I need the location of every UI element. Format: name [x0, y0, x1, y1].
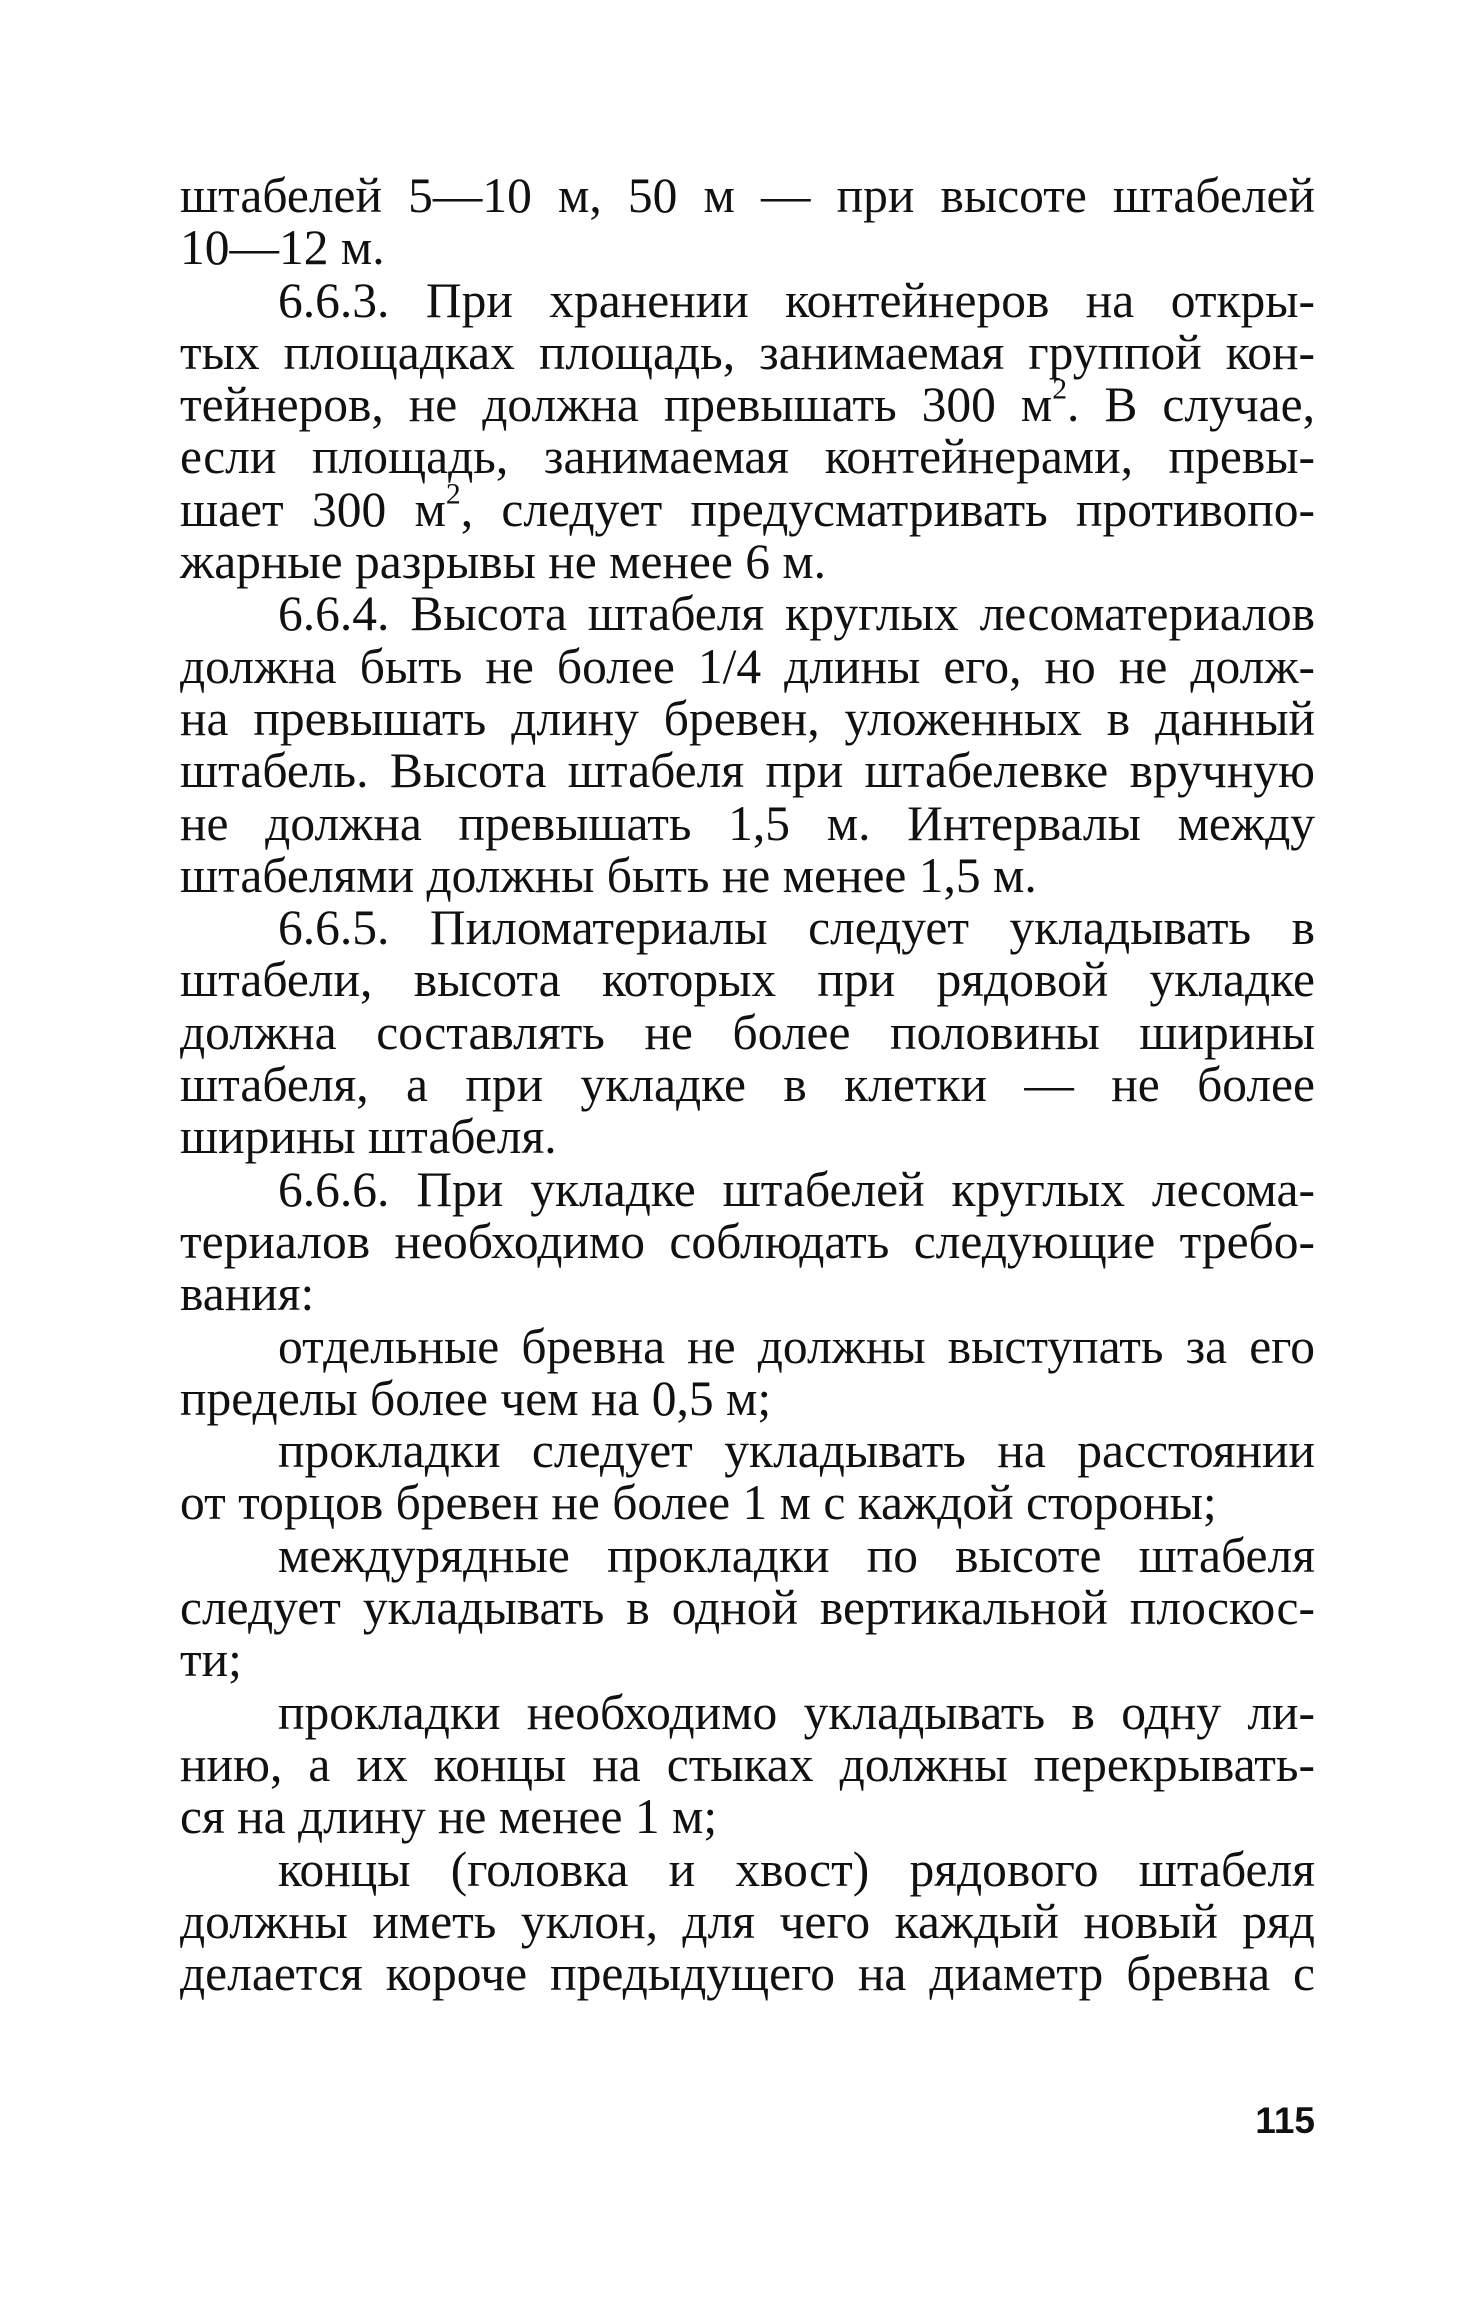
text-line: от торцов бревен не более 1 м с каждой стороны;	[180, 1475, 1217, 1531]
text-line: тейнеров, не должна превышать 300 $м^2$. В случае,	[180, 373, 1315, 433]
page-text-body	[180, 170, 1315, 2000]
page-number: 115	[1255, 2100, 1315, 2141]
text-line: тых площадках площадь, занимаемая группой кон-	[180, 324, 1315, 380]
text-line: междурядные прокладки по высоте штабеля	[278, 1527, 1315, 1583]
text-line: шает 300 $м^2$, следует предусматривать противопо-	[180, 478, 1315, 537]
text-line: штабеля, а при укладке в клетки — не более	[180, 1057, 1315, 1113]
text-line: 6.6.6. При укладке штабелей круглых лесома-	[278, 1161, 1315, 1217]
text-line: нию, а их концы на стыках должны перекрывать-	[180, 1736, 1315, 1792]
text-line: отдельные бревна не должны выступать за его	[278, 1318, 1315, 1374]
text-line: делается короче предыдущего на диаметр бревна с	[180, 1946, 1315, 2002]
text-line: прокладки необходимо укладывать в одну ли-	[278, 1684, 1315, 1740]
text-line: 6.6.4. Высота штабеля круглых лесоматериалов	[278, 586, 1315, 642]
text-line: если площадь, занимаемая контейнерами, превы-	[180, 429, 1315, 485]
text-line: должны иметь уклон, для чего каждый новый ряд	[180, 1893, 1315, 1949]
text-line: должна составлять не более половины ширины	[180, 1004, 1315, 1060]
text-line: на превышать длину бревен, уложенных в данный	[180, 690, 1315, 746]
text-line: ширины штабеля.	[180, 1109, 557, 1165]
text-line: штабелями должны быть не менее 1,5 м.	[180, 847, 1037, 903]
text-line: пределы более чем на 0,5 м;	[180, 1370, 772, 1426]
text-line: териалов необходимо соблюдать следующие требо-	[180, 1213, 1315, 1269]
text-line: 10—12 м.	[180, 220, 385, 276]
text-line: прокладки следует укладывать на расстоянии	[278, 1423, 1315, 1479]
text-line: 6.6.5. Пиломатериалы следует укладывать в	[278, 900, 1315, 956]
text-line: 6.6.3. При хранении контейнеров на откры-	[278, 272, 1315, 328]
text-line: должна быть не более 1/4 длины его, но не долж-	[180, 638, 1315, 694]
text-line: вания:	[180, 1266, 315, 1322]
text-line: ся на длину не менее 1 м;	[180, 1789, 718, 1845]
text-line: ти;	[180, 1632, 242, 1688]
text-line: штабель. Высота штабеля при штабелевке вручную	[180, 743, 1315, 799]
text-line: следует укладывать в одной вертикальной плоскос-	[180, 1580, 1315, 1636]
text-line: не должна превышать 1,5 м. Интервалы между	[180, 795, 1315, 851]
text-line: концы (головка и хвост) рядового штабеля	[278, 1841, 1315, 1897]
text-line: жарные разрывы не менее 6 м.	[180, 534, 827, 590]
text-line: штабелей 5—10 м, 50 м — при высоте штабелей	[180, 168, 1315, 223]
text-line: штабели, высота которых при рядовой укладке	[180, 952, 1315, 1008]
